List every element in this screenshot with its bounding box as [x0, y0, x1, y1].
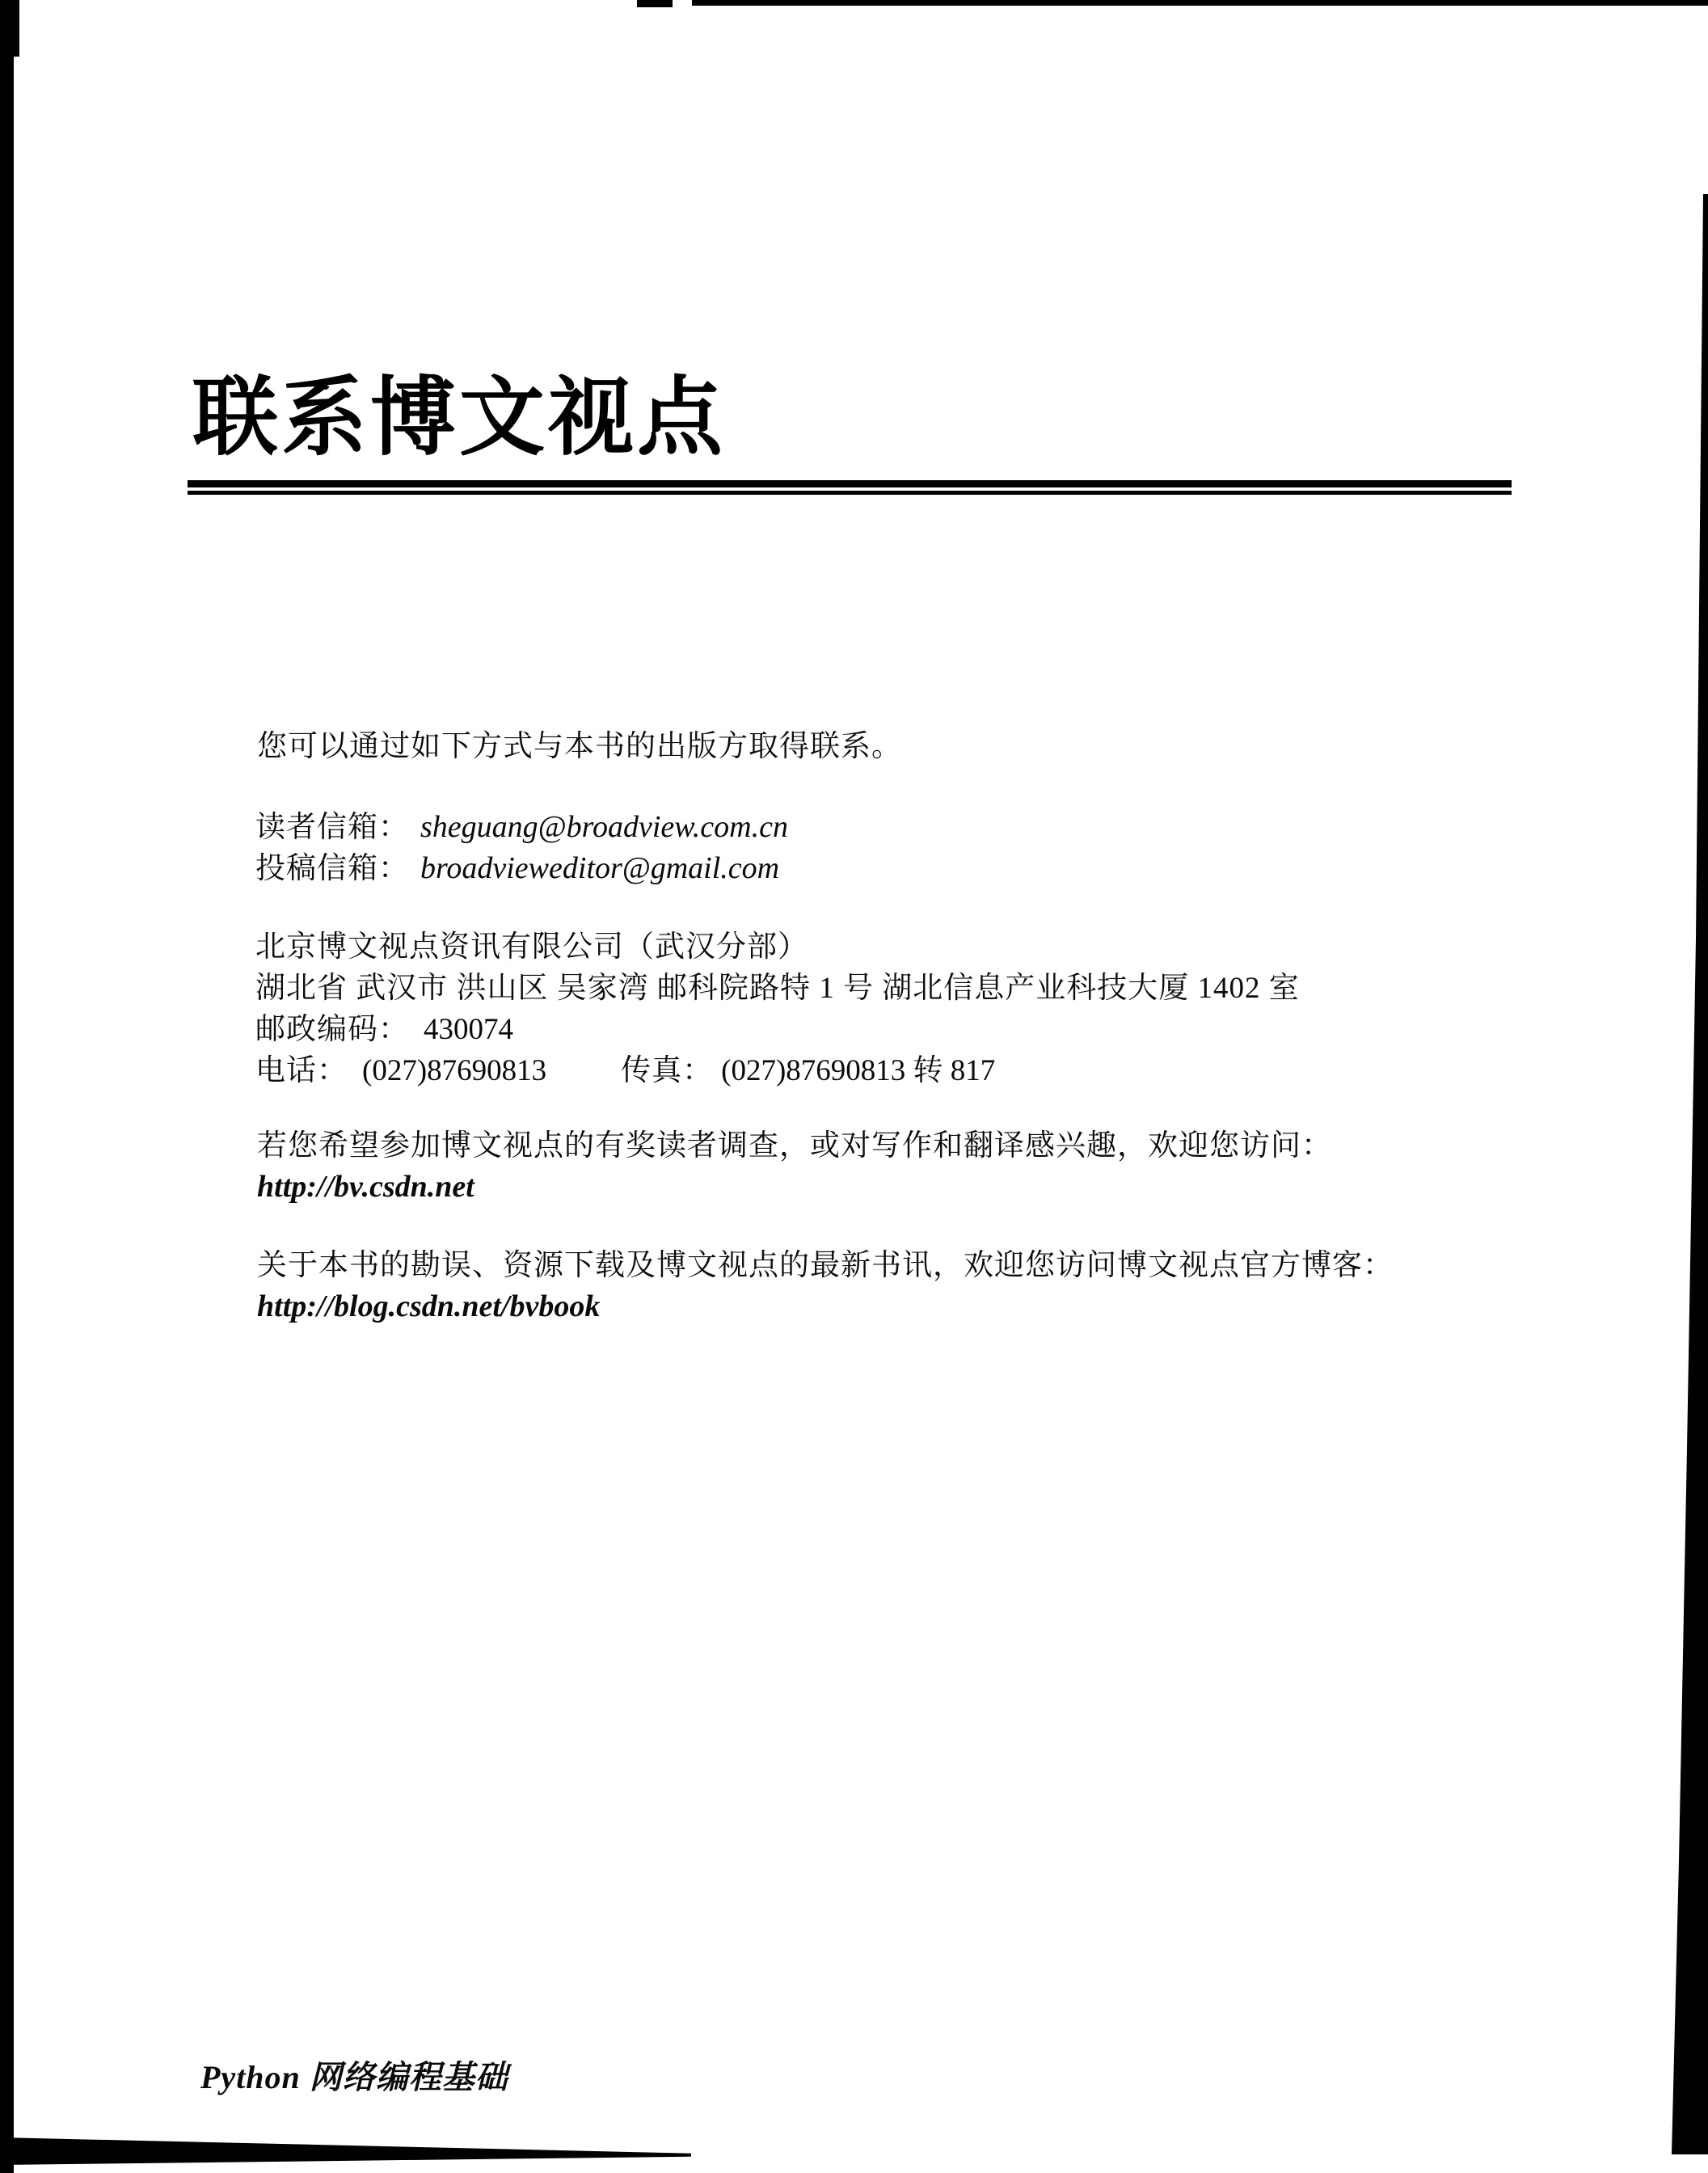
fax-number: (027)87690813 转 817 [721, 1054, 996, 1087]
reader-email-line [255, 807, 788, 848]
phone-fax-line [255, 1050, 1300, 1091]
postal-code-label: 邮政编码： [255, 1013, 409, 1046]
scan-artifact-top-edge [692, 0, 1708, 6]
submission-email-label: 投稿信箱： [255, 852, 409, 885]
intro-paragraph [257, 726, 902, 767]
phone-number: (027)87690813 [362, 1054, 547, 1087]
rule-thick-line [188, 480, 1512, 487]
title-double-rule [188, 480, 1512, 495]
rule-thin-line [188, 491, 1512, 495]
errata-text: 关于本书的勘误、资源下载及博文视点的最新书讯，欢迎您访问博文视点官方博客： [257, 1249, 1394, 1282]
submission-email-address: broadvieweditor@gmail.com [420, 851, 780, 885]
survey-paragraph [257, 1125, 1332, 1208]
fax-label: 传真： [621, 1054, 714, 1087]
scan-artifact-right-edge [1668, 194, 1708, 2154]
publisher-address: 湖北省 武汉市 洪山区 吴家湾 邮科院路特 1 号 湖北信息产业科技大厦 1402 室 [255, 972, 1300, 1005]
publisher-company: 北京博文视点资讯有限公司（武汉分部） [255, 930, 808, 964]
scan-artifact-top-dash [637, 0, 673, 7]
survey-url: http://bv.csdn.net [257, 1170, 474, 1204]
intro-text: 您可以通过如下方式与本书的出版方取得联系。 [257, 730, 902, 763]
reader-email-address: sheguang@broadview.com.cn [420, 810, 788, 844]
phone-label: 电话： [255, 1054, 348, 1087]
survey-text: 若您希望参加博文视点的有奖读者调查，或对写作和翻译感兴趣，欢迎您访问： [257, 1129, 1332, 1162]
publisher-block [255, 926, 1300, 1091]
book-title-footer: Python 网络编程基础 [200, 2059, 508, 2095]
postal-code-line [255, 1009, 1300, 1050]
scan-artifact-bottom-edge [0, 2137, 691, 2165]
errata-paragraph [257, 1245, 1394, 1327]
page-title: 联系博文视点 [192, 370, 726, 466]
scan-artifact-left-edge [0, 0, 14, 2173]
reader-email-label: 读者信箱： [255, 811, 409, 844]
scan-artifact-top-left-corner [0, 0, 19, 57]
email-contact-block [255, 807, 788, 889]
postal-code-value: 430074 [424, 1013, 513, 1046]
submission-email-line [255, 848, 788, 889]
errata-blog-url: http://blog.csdn.net/bvbook [257, 1289, 601, 1323]
